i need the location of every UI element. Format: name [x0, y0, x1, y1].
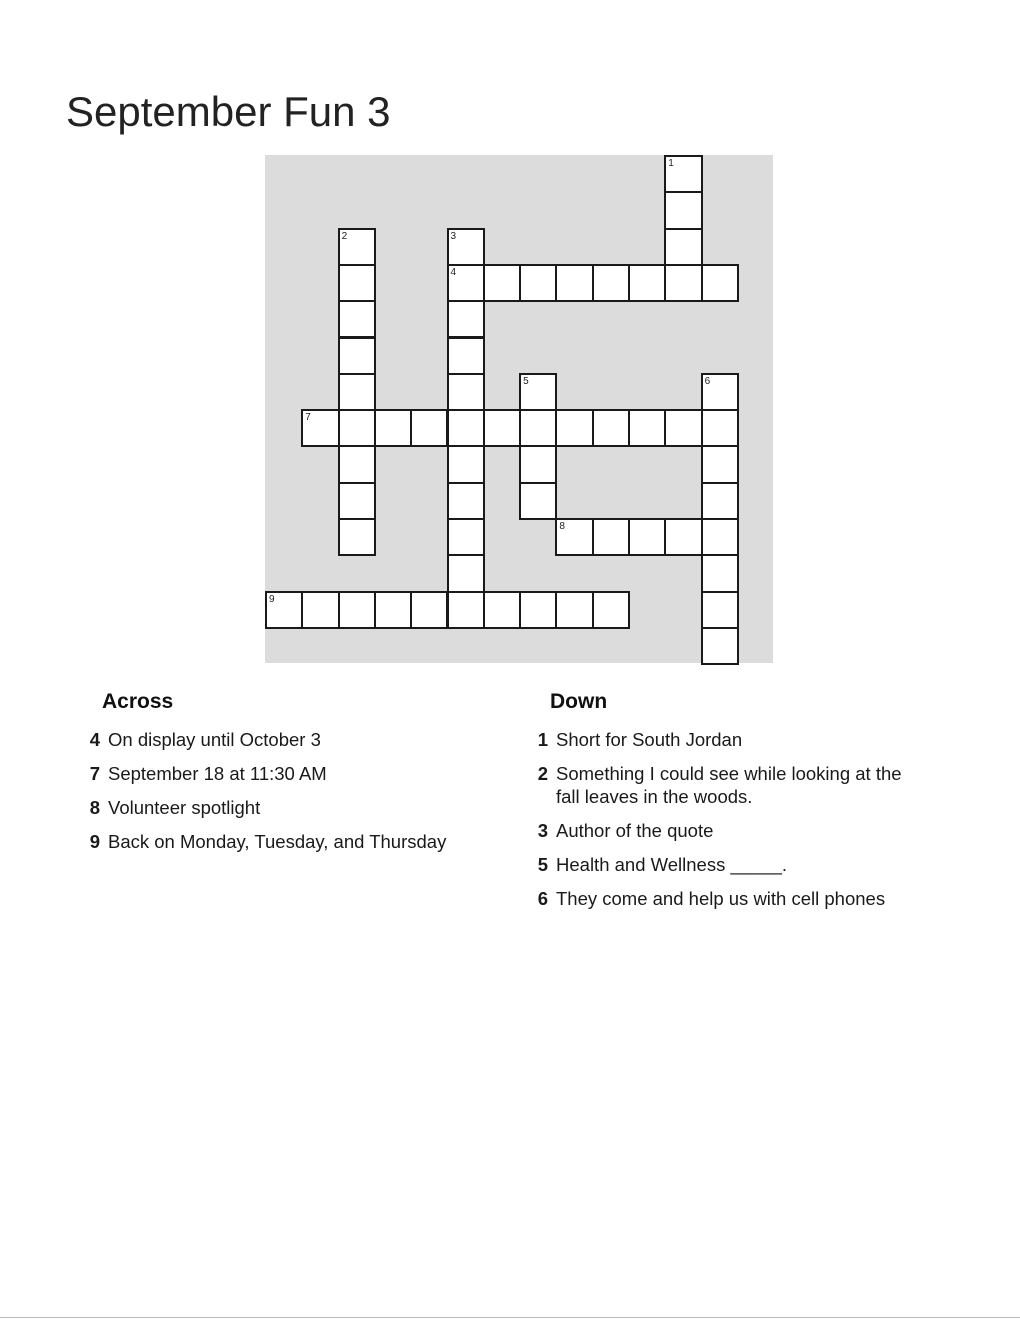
clue-number: 2	[537, 763, 548, 784]
clue-text: On display until October 3	[108, 729, 321, 750]
clue-text: Something I could see while looking at the fall leaves in the woods.	[556, 763, 902, 807]
grid-cell[interactable]	[701, 482, 739, 520]
grid-cell[interactable]	[265, 591, 303, 629]
grid-cell[interactable]	[701, 445, 739, 483]
clue-number: 4	[89, 729, 100, 750]
grid-cell[interactable]	[519, 264, 557, 302]
grid-cell[interactable]	[447, 228, 485, 266]
clue-number: 8	[89, 797, 100, 818]
grid-cell[interactable]	[628, 264, 666, 302]
clue-number: 9	[89, 831, 100, 852]
grid-cell[interactable]	[519, 373, 557, 411]
grid-cell[interactable]	[592, 591, 630, 629]
down-clue	[526, 853, 926, 876]
across-clue	[78, 830, 478, 853]
grid-cell[interactable]	[338, 445, 376, 483]
crossword-grid	[265, 155, 773, 663]
grid-cell[interactable]	[338, 228, 376, 266]
grid-cell[interactable]	[483, 264, 521, 302]
grid-cell[interactable]	[701, 554, 739, 592]
grid-cell[interactable]	[483, 409, 521, 447]
cell-number: 3	[450, 230, 457, 242]
down-clue	[526, 887, 926, 910]
across-clue	[78, 796, 478, 819]
page-title: September Fun 3	[66, 88, 391, 135]
down-heading: Down	[550, 690, 608, 713]
cell-number: 7	[305, 412, 311, 424]
grid-cell[interactable]	[701, 409, 739, 447]
clue-text: Health and Wellness _____.	[556, 854, 788, 875]
grid-cell[interactable]	[338, 373, 376, 411]
grid-cell[interactable]	[338, 518, 376, 556]
grid-cell[interactable]	[338, 337, 376, 375]
grid-cell[interactable]	[447, 300, 485, 338]
grid-cell[interactable]	[410, 591, 448, 629]
down-clue	[526, 819, 926, 842]
grid-cell[interactable]	[664, 264, 702, 302]
clue-number: 6	[537, 888, 548, 909]
grid-cell[interactable]	[701, 591, 739, 629]
grid-cell[interactable]	[664, 228, 702, 266]
grid-cell[interactable]	[628, 518, 666, 556]
grid-cell[interactable]	[374, 591, 412, 629]
across-clues	[78, 690, 478, 864]
grid-cell[interactable]	[519, 409, 557, 447]
grid-cell[interactable]	[664, 155, 702, 193]
grid-cell[interactable]	[447, 482, 485, 520]
clue-text: They come and help us with cell phones	[556, 888, 886, 909]
cell-number: 4	[450, 266, 457, 278]
cell-number: 2	[341, 230, 348, 242]
grid-cell[interactable]	[628, 409, 666, 447]
grid-cell[interactable]	[447, 264, 485, 302]
grid-cell[interactable]	[338, 482, 376, 520]
clue-text: Volunteer spotlight	[108, 797, 261, 818]
across-clue	[78, 762, 478, 785]
cell-number: 9	[269, 593, 275, 605]
clue-number: 3	[537, 820, 548, 841]
grid-cell[interactable]	[701, 518, 739, 556]
grid-cell[interactable]	[447, 591, 485, 629]
cell-number: 5	[523, 375, 529, 387]
grid-cell[interactable]	[447, 445, 485, 483]
down-clue	[526, 728, 926, 751]
clue-number: 1	[537, 729, 548, 750]
grid-cell[interactable]	[701, 373, 739, 411]
grid-cell[interactable]	[701, 264, 739, 302]
page-edge-line	[0, 1317, 1020, 1318]
grid-cell[interactable]	[338, 591, 376, 629]
down-clue	[526, 762, 926, 808]
grid-cell[interactable]	[519, 482, 557, 520]
grid-cell[interactable]	[555, 518, 593, 556]
cell-number: 6	[704, 375, 711, 387]
grid-cell[interactable]	[701, 627, 739, 665]
down-clues	[526, 690, 926, 921]
grid-cell[interactable]	[447, 554, 485, 592]
grid-cell[interactable]	[410, 409, 448, 447]
grid-cell[interactable]	[301, 409, 339, 447]
clue-text: Back on Monday, Tuesday, and Thursday	[108, 831, 447, 852]
grid-cell[interactable]	[592, 264, 630, 302]
grid-cell[interactable]	[338, 300, 376, 338]
grid-cell[interactable]	[447, 373, 485, 411]
grid-cell[interactable]	[301, 591, 339, 629]
grid-cell[interactable]	[519, 445, 557, 483]
grid-cell[interactable]	[447, 518, 485, 556]
grid-cell[interactable]	[664, 191, 702, 229]
down-clue-list	[526, 728, 926, 910]
grid-cell[interactable]	[664, 518, 702, 556]
grid-cell[interactable]	[555, 409, 593, 447]
clue-text: September 18 at 11:30 AM	[108, 763, 327, 784]
across-clue-list	[78, 728, 478, 853]
grid-cell[interactable]	[592, 518, 630, 556]
cell-number: 8	[559, 521, 565, 532]
grid-cell[interactable]	[555, 264, 593, 302]
grid-cell[interactable]	[483, 591, 521, 629]
grid-cell[interactable]	[374, 409, 412, 447]
across-clue	[78, 728, 478, 751]
grid-cell[interactable]	[555, 591, 593, 629]
grid-cell[interactable]	[447, 409, 485, 447]
grid-cell[interactable]	[519, 591, 557, 629]
grid-cell[interactable]	[592, 409, 630, 447]
grid-cell[interactable]	[338, 264, 376, 302]
clue-number: 7	[89, 763, 100, 784]
cell-number: 1	[668, 158, 674, 169]
grid-cell[interactable]	[447, 337, 485, 375]
across-heading: Across	[102, 690, 174, 713]
clue-text: Short for South Jordan	[556, 729, 743, 750]
grid-cell[interactable]	[664, 409, 702, 447]
clue-text: Author of the quote	[556, 820, 714, 841]
clue-number: 5	[537, 854, 548, 875]
grid-cell[interactable]	[338, 409, 376, 447]
